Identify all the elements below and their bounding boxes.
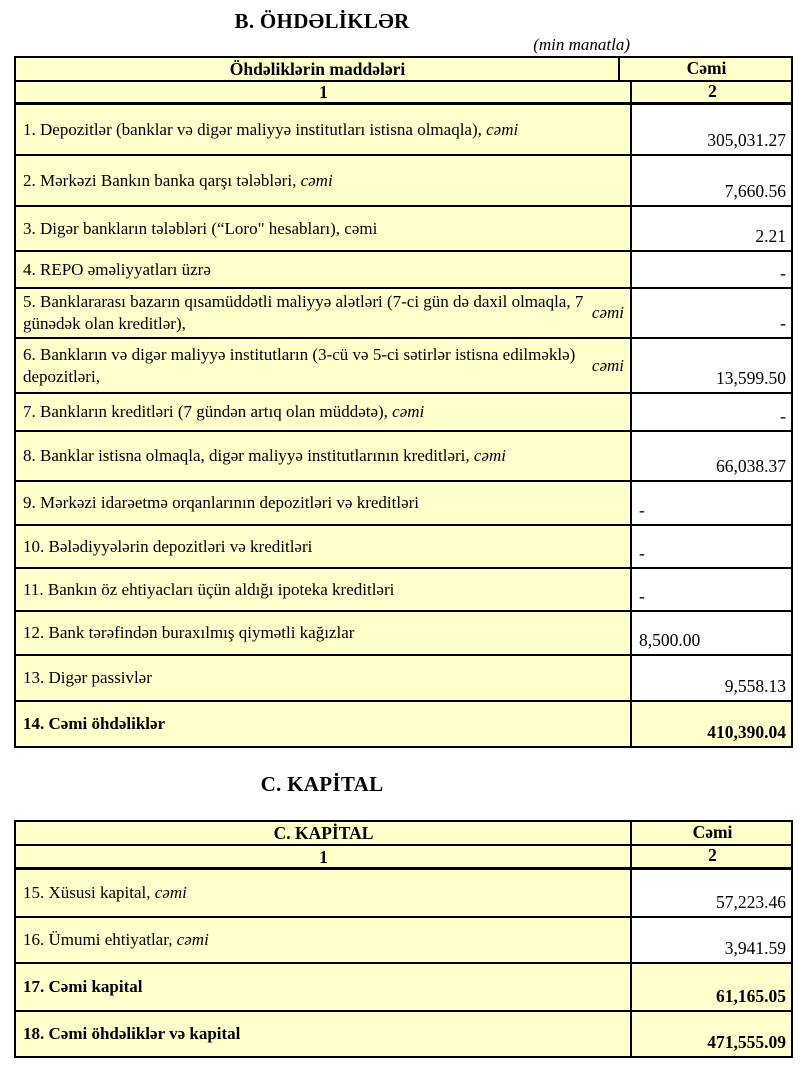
row-5-value: - <box>632 289 791 337</box>
header-row <box>16 822 791 846</box>
capital-table <box>14 820 793 1058</box>
row-10-value: - <box>632 526 791 567</box>
row-7-value: - <box>632 394 791 430</box>
table-row-14 <box>16 702 791 746</box>
table-row-16 <box>16 918 791 964</box>
header-col2-label: Cəmi <box>632 822 791 844</box>
row-6-value: 13,599.50 <box>632 339 791 392</box>
table-row-5 <box>16 289 791 339</box>
row-2-value: 7,660.56 <box>632 156 791 205</box>
row-16-value: 3,941.59 <box>632 918 791 962</box>
row-15-label: 15. Xüsusi kapital, cəmi <box>16 870 632 916</box>
table-row-4 <box>16 252 791 289</box>
table-row-8 <box>16 432 791 482</box>
row-10-label: 10. Bələdiyyələrin depozitləri və kreditləri <box>16 526 632 567</box>
row-1-value: 305,031.27 <box>632 105 791 154</box>
row-13-label: 13. Digər passivlər <box>16 656 632 700</box>
table-row-7 <box>16 394 791 432</box>
row-9-value: - <box>632 482 791 524</box>
row-3-label: 3. Digər bankların tələbləri (“Loro" hesabları), cəmi <box>16 207 632 250</box>
row-18-label: 18. Cəmi öhdəliklər və kapital <box>16 1012 632 1056</box>
unit-note: (min manatla) <box>533 35 630 54</box>
header-col2-num: 2 <box>632 846 791 867</box>
row-14-value: 410,390.04 <box>632 702 791 746</box>
row-2-label: 2. Mərkəzi Bankın banka qarşı tələbləri, cəmi <box>16 156 632 205</box>
header-num-row <box>16 82 791 105</box>
header-col2-num: 2 <box>632 82 791 102</box>
header-col2-label: Cəmi <box>620 58 791 80</box>
section-b-title: B. ÖHDƏLİKLƏR <box>234 9 410 33</box>
row-4-value: - <box>632 252 791 287</box>
header-col1-label: Öhdəliklərin maddələri <box>16 58 620 80</box>
table-row-6 <box>16 339 791 394</box>
table-row-17 <box>16 964 791 1012</box>
row-8-label: 8. Banklar istisna olmaqla, digər maliyyə institutlarının kreditləri, cəmi <box>16 432 632 480</box>
header-num-row <box>16 846 791 870</box>
row-3-value: 2.21 <box>632 207 791 250</box>
table-row-1 <box>16 105 791 156</box>
table-row-13 <box>16 656 791 702</box>
row-6-label: 6. Bankların və digər maliyyə institutların (3-cü və 5-ci sətirlər istisna edilməklə) depozitləri, cəmi <box>16 339 632 392</box>
table-row-12 <box>16 612 791 656</box>
row-16-label: 16. Ümumi ehtiyatlar, cəmi <box>16 918 632 962</box>
table-row-15 <box>16 870 791 918</box>
row-17-value: 61,165.05 <box>632 964 791 1010</box>
row-5-label: 5. Banklararası bazarın qısamüddətli maliyyə alətləri (7-ci gün də daxil olmaqla, 7 günədək olan kreditlər), cəmi <box>16 289 632 337</box>
header-col1-num: 1 <box>16 82 632 102</box>
table-row-2 <box>16 156 791 207</box>
table-row-11 <box>16 569 791 612</box>
table-row-9 <box>16 482 791 526</box>
row-14-label: 14. Cəmi öhdəliklər <box>16 702 632 746</box>
header-col1-num: 1 <box>16 846 632 867</box>
table-row-18 <box>16 1012 791 1056</box>
row-9-label: 9. Mərkəzi idarəetmə orqanlarının depozitləri və kreditləri <box>16 482 632 524</box>
row-7-label: 7. Bankların kreditləri (7 gündən artıq olan müddətə), cəmi <box>16 394 632 430</box>
table-row-10 <box>16 526 791 569</box>
section-c-title: C. KAPİTAL <box>260 772 384 796</box>
row-4-label: 4. REPO əməliyyatları üzrə <box>16 252 632 287</box>
row-12-label: 12. Bank tərəfindən buraxılmış qiymətli kağızlar <box>16 612 632 654</box>
liabilities-table <box>14 56 793 748</box>
row-11-value: - <box>632 569 791 610</box>
row-17-label: 17. Cəmi kapital <box>16 964 632 1010</box>
header-col1-label: C. KAPİTAL <box>16 822 632 844</box>
row-15-value: 57,223.46 <box>632 870 791 916</box>
row-1-label: 1. Depozitlər (banklar və digər maliyyə institutları istisna olmaqla), cəmi <box>16 105 632 154</box>
row-11-label: 11. Bankın öz ehtiyacları üçün aldığı ipoteka kreditləri <box>16 569 632 610</box>
row-18-value: 471,555.09 <box>632 1012 791 1056</box>
row-8-value: 66,038.37 <box>632 432 791 480</box>
row-13-value: 9,558.13 <box>632 656 791 700</box>
table-row-3 <box>16 207 791 252</box>
header-row <box>16 58 791 82</box>
row-12-value: 8,500.00 <box>632 612 791 654</box>
